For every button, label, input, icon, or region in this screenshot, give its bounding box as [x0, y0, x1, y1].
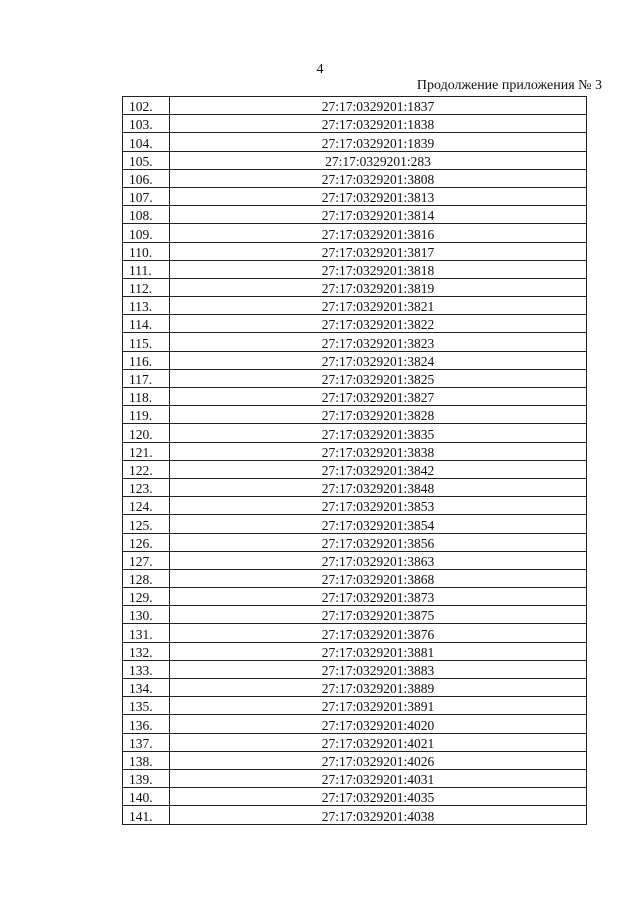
- cadastral-number-cell: [170, 551, 587, 569]
- cadastral-number: 27:17:0329201:3814: [321, 208, 435, 224]
- row-number: 135.: [123, 697, 170, 715]
- cadastral-number-cell: [170, 642, 587, 660]
- cadastral-number-cell: [170, 206, 587, 224]
- cadastral-number-cell: [170, 497, 587, 515]
- row-number: 121.: [123, 442, 170, 460]
- cadastral-number-cell: [170, 297, 587, 315]
- cadastral-number-cell: [170, 569, 587, 587]
- cadastral-number: 27:17:0329201:1839: [321, 135, 435, 151]
- cadastral-number-cell: [170, 460, 587, 478]
- table-row: [123, 460, 587, 478]
- cadastral-number-cell: [170, 624, 587, 642]
- row-number: 111.: [123, 260, 170, 278]
- row-number: 117.: [123, 369, 170, 387]
- cadastral-number: 27:17:0329201:3876: [321, 626, 435, 642]
- row-number: 105.: [123, 151, 170, 169]
- cadastral-number-cell: [170, 278, 587, 296]
- cadastral-number-cell: [170, 224, 587, 242]
- table-row: [123, 569, 587, 587]
- row-number: 122.: [123, 460, 170, 478]
- row-number: 137.: [123, 733, 170, 751]
- cadastral-number-cell: [170, 97, 587, 115]
- row-number: 110.: [123, 242, 170, 260]
- cadastral-number: 27:17:0329201:3817: [321, 244, 435, 260]
- row-number: 107.: [123, 187, 170, 205]
- table-row: [123, 642, 587, 660]
- cadastral-number-cell: [170, 115, 587, 133]
- table-row: [123, 733, 587, 751]
- cadastral-number: 27:17:0329201:3818: [321, 262, 435, 278]
- table-row: [123, 133, 587, 151]
- cadastral-number: 27:17:0329201:3821: [321, 299, 435, 315]
- cadastral-number: 27:17:0329201:4021: [321, 735, 435, 751]
- cadastral-number: 27:17:0329201:3863: [321, 553, 435, 569]
- row-number: 113.: [123, 297, 170, 315]
- row-number: 138.: [123, 751, 170, 769]
- row-number: 130.: [123, 606, 170, 624]
- appendix-continuation-note: Продолжение приложения № 3: [416, 78, 602, 93]
- row-number: 104.: [123, 133, 170, 151]
- cadastral-number: 27:17:0329201:3819: [321, 281, 435, 297]
- cadastral-number-cell: [170, 151, 587, 169]
- cadastral-number: 27:17:0329201:3827: [321, 390, 435, 406]
- row-number: 114.: [123, 315, 170, 333]
- row-number: 103.: [123, 115, 170, 133]
- table-row: [123, 751, 587, 769]
- table-row: [123, 115, 587, 133]
- cadastral-number: 27:17:0329201:3822: [321, 317, 435, 333]
- cadastral-number-cell: [170, 333, 587, 351]
- cadastral-number: 27:17:0329201:3838: [321, 444, 435, 460]
- cadastral-number: 27:17:0329201:3881: [321, 644, 435, 660]
- cadastral-number: 27:17:0329201:4038: [321, 808, 435, 824]
- cadastral-number-cell: [170, 606, 587, 624]
- row-number: 127.: [123, 551, 170, 569]
- row-number: 102.: [123, 97, 170, 115]
- table-row: [123, 769, 587, 787]
- table-body: [123, 97, 587, 825]
- row-number: 123.: [123, 478, 170, 496]
- cadastral-number: 27:17:0329201:1837: [321, 99, 435, 115]
- cadastral-number: 27:17:0329201:4026: [321, 753, 435, 769]
- cadastral-number: 27:17:0329201:3824: [321, 353, 435, 369]
- table-row: [123, 533, 587, 551]
- cadastral-number: 27:17:0329201:3813: [321, 190, 435, 206]
- table-row: [123, 242, 587, 260]
- cadastral-number-table: [122, 96, 587, 825]
- table-row: [123, 424, 587, 442]
- table-row: [123, 606, 587, 624]
- cadastral-number: 27:17:0329201:3828: [321, 408, 435, 424]
- table-row: [123, 224, 587, 242]
- cadastral-number: 27:17:0329201:3891: [321, 699, 435, 715]
- table-row: [123, 551, 587, 569]
- table-row: [123, 388, 587, 406]
- table-row: [123, 806, 587, 824]
- row-number: 131.: [123, 624, 170, 642]
- cadastral-number: 27:17:0329201:3842: [321, 462, 435, 478]
- row-number: 126.: [123, 533, 170, 551]
- table-row: [123, 624, 587, 642]
- table-row: [123, 187, 587, 205]
- cadastral-number-cell: [170, 788, 587, 806]
- table-row: [123, 278, 587, 296]
- table-row: [123, 697, 587, 715]
- cadastral-number-cell: [170, 751, 587, 769]
- row-number: 140.: [123, 788, 170, 806]
- cadastral-number-cell: [170, 697, 587, 715]
- cadastral-number-cell: [170, 260, 587, 278]
- cadastral-number: 27:17:0329201:1838: [321, 117, 435, 133]
- cadastral-number-cell: [170, 424, 587, 442]
- table-row: [123, 588, 587, 606]
- row-number: 115.: [123, 333, 170, 351]
- cadastral-number: 27:17:0329201:3848: [321, 481, 435, 497]
- cadastral-number: 27:17:0329201:3889: [321, 681, 435, 697]
- cadastral-number: 27:17:0329201:3854: [321, 517, 435, 533]
- cadastral-number: 27:17:0329201:3816: [321, 226, 435, 242]
- table-row: [123, 151, 587, 169]
- cadastral-number: 27:17:0329201:3873: [321, 590, 435, 606]
- cadastral-number-cell: [170, 769, 587, 787]
- row-number: 134.: [123, 679, 170, 697]
- cadastral-number-cell: [170, 169, 587, 187]
- row-number: 106.: [123, 169, 170, 187]
- row-number: 118.: [123, 388, 170, 406]
- cadastral-number-cell: [170, 388, 587, 406]
- cadastral-number-cell: [170, 406, 587, 424]
- row-number: 133.: [123, 660, 170, 678]
- table-row: [123, 369, 587, 387]
- cadastral-number-cell: [170, 588, 587, 606]
- table-row: [123, 788, 587, 806]
- row-number: 124.: [123, 497, 170, 515]
- page-number: 4: [316, 62, 324, 77]
- cadastral-number: 27:17:0329201:3875: [321, 608, 435, 624]
- row-number: 132.: [123, 642, 170, 660]
- table-row: [123, 333, 587, 351]
- table-row: [123, 442, 587, 460]
- cadastral-number-cell: [170, 715, 587, 733]
- row-number: 109.: [123, 224, 170, 242]
- cadastral-number: 27:17:0329201:3868: [321, 572, 435, 588]
- table-row: [123, 169, 587, 187]
- row-number: 139.: [123, 769, 170, 787]
- row-number: 119.: [123, 406, 170, 424]
- cadastral-number-cell: [170, 351, 587, 369]
- table-row: [123, 660, 587, 678]
- table-row: [123, 206, 587, 224]
- cadastral-number: 27:17:0329201:283: [325, 153, 431, 169]
- cadastral-number-cell: [170, 442, 587, 460]
- cadastral-number-cell: [170, 242, 587, 260]
- cadastral-number-cell: [170, 315, 587, 333]
- cadastral-number-cell: [170, 733, 587, 751]
- row-number: 128.: [123, 569, 170, 587]
- cadastral-number: 27:17:0329201:3823: [321, 335, 435, 351]
- cadastral-number-cell: [170, 533, 587, 551]
- table-row: [123, 406, 587, 424]
- table-row: [123, 297, 587, 315]
- cadastral-number: 27:17:0329201:3825: [321, 372, 435, 387]
- cadastral-number: 27:17:0329201:3883: [321, 663, 435, 678]
- cadastral-number-cell: [170, 187, 587, 205]
- cadastral-number-cell: [170, 806, 587, 824]
- table-row: [123, 679, 587, 697]
- table-row: [123, 715, 587, 733]
- cadastral-number: 27:17:0329201:4020: [321, 717, 435, 733]
- table-row: [123, 97, 587, 115]
- cadastral-number: 27:17:0329201:3835: [321, 426, 435, 442]
- row-number: 120.: [123, 424, 170, 442]
- cadastral-number: 27:17:0329201:3853: [321, 499, 435, 515]
- cadastral-number-cell: [170, 133, 587, 151]
- table-row: [123, 260, 587, 278]
- row-number: 108.: [123, 206, 170, 224]
- cadastral-number: 27:17:0329201:4031: [321, 772, 435, 788]
- row-number: 116.: [123, 351, 170, 369]
- row-number: 125.: [123, 515, 170, 533]
- row-number: 141.: [123, 806, 170, 824]
- row-number: 129.: [123, 588, 170, 606]
- cadastral-number: 27:17:0329201:3808: [321, 171, 435, 187]
- row-number: 112.: [123, 278, 170, 296]
- table-row: [123, 351, 587, 369]
- table-row: [123, 315, 587, 333]
- cadastral-number-cell: [170, 660, 587, 678]
- cadastral-number: 27:17:0329201:3856: [321, 535, 435, 551]
- cadastral-number: 27:17:0329201:4035: [321, 790, 435, 806]
- table-row: [123, 478, 587, 496]
- table-row: [123, 515, 587, 533]
- cadastral-number-cell: [170, 478, 587, 496]
- row-number: 136.: [123, 715, 170, 733]
- cadastral-number-cell: [170, 369, 587, 387]
- cadastral-number-cell: [170, 679, 587, 697]
- cadastral-number-cell: [170, 515, 587, 533]
- table-row: [123, 497, 587, 515]
